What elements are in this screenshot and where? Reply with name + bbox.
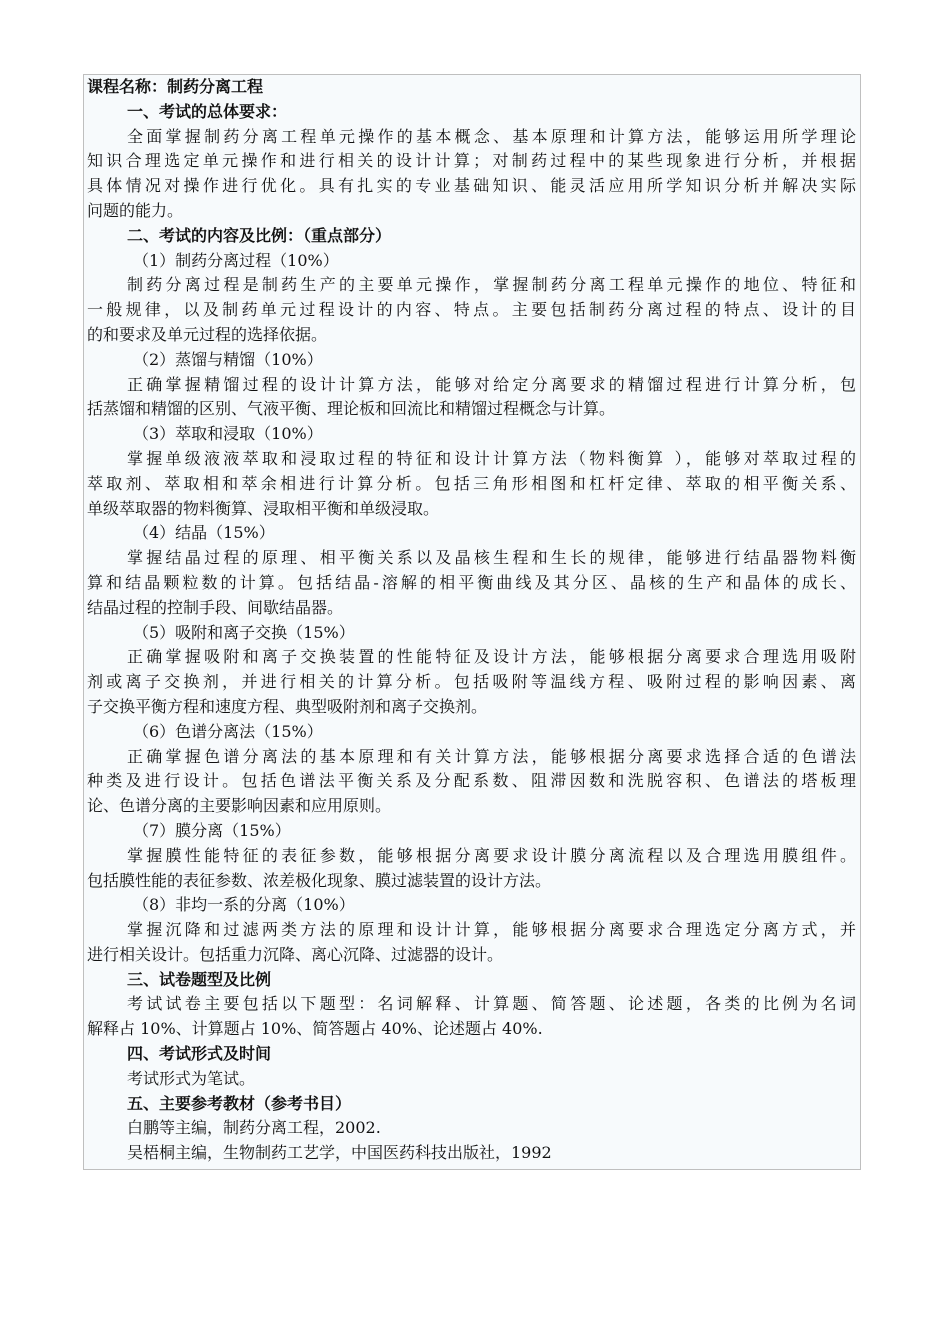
- section-heading-question-types: 三、试卷题型及比例: [127, 969, 272, 989]
- paragraph-line: 全面掌握制药分离工程单元操作的基本概念、基本原理和计算方法，能够运用所学理论: [127, 126, 856, 146]
- paragraph-line: 正确掌握吸附和离子交换装置的性能特征及设计方法，能够根据分离要求合理选用吸附: [127, 647, 856, 667]
- paragraph-line: 掌握沉降和过滤两类方法的原理和设计计算，能够根据分离要求合理选定分离方式，并: [127, 920, 856, 940]
- item-title: （8）非均一系的分离（10%）: [133, 895, 355, 915]
- item-title: （1）制药分离过程（10%）: [133, 250, 339, 270]
- item-title: （6）色谱分离法（15%）: [133, 721, 323, 741]
- reference-item: 白鹏等主编，制药分离工程，2002.: [127, 1118, 381, 1138]
- paragraph-line: 制药分离过程是制药生产的主要单元操作，掌握制药分离工程单元操作的地位、特征和: [127, 275, 856, 295]
- item-title: （3）萃取和浸取（10%）: [133, 424, 323, 444]
- paragraph-line: 剂或离子交换剂，并进行相关的计算分析。包括吸附等温线方程、吸附过程的影响因素、离: [87, 672, 856, 692]
- paragraph-line: 进行相关设计。包括重力沉降、离心沉降、过滤器的设计。: [87, 944, 504, 964]
- paragraph-line: 萃取剂、萃取相和萃余相进行计算分析。包括三角形相图和杠杆定律、萃取的相平衡关系、: [87, 473, 856, 493]
- paragraph-line: 掌握膜性能特征的表征参数，能够根据分离要求设计膜分离流程以及合理选用膜组件。: [127, 845, 856, 865]
- paragraph-line: 算和结晶颗粒数的计算。包括结晶-溶解的相平衡曲线及其分区、晶核的生产和晶体的成长、: [87, 572, 856, 592]
- item-title: （4）结晶（15%）: [133, 523, 275, 543]
- paragraph-line: 掌握单级液液萃取和浸取过程的特征和设计计算方法（物料衡算 ），能够对萃取过程的: [127, 448, 856, 468]
- paragraph-line: 一般规律，以及制药单元过程设计的内容、特点。主要包括制药分离过程的特点、设计的目: [87, 300, 856, 320]
- paragraph-line: 单级萃取器的物料衡算、浸取相平衡和单级浸取。: [87, 498, 440, 518]
- section-heading-requirements: 一、考试的总体要求：: [127, 101, 288, 121]
- paragraph-line: 掌握结晶过程的原理、相平衡关系以及晶核生程和生长的规律，能够进行结晶器物料衡: [127, 548, 856, 568]
- paragraph-line: 考试形式为笔试。: [127, 1068, 256, 1088]
- paragraph-line: 正确掌握色谱分离法的基本原理和有关计算方法，能够根据分离要求选择合适的色谱法: [127, 746, 856, 766]
- syllabus-box: [83, 74, 861, 1170]
- paragraph-line: 论、色谱分离的主要影响因素和应用原则。: [87, 796, 392, 816]
- paragraph-line: 问题的能力。: [87, 200, 184, 220]
- item-title: （7）膜分离（15%）: [133, 820, 291, 840]
- paragraph-line: 种类及进行设计。包括色谱法平衡关系及分配系数、阻滞因数和洗脱容积、色谱法的塔板理: [87, 771, 856, 791]
- paragraph-line: 包括膜性能的表征参数、浓差极化现象、膜过滤装置的设计方法。: [87, 870, 552, 890]
- paragraph-line: 考试试卷主要包括以下题型：名词解释、计算题、简答题、论述题，各类的比例为名词: [127, 994, 856, 1014]
- paragraph-line: 结晶过程的控制手段、间歇结晶器。: [87, 597, 344, 617]
- item-title: （2）蒸馏与精馏（10%）: [133, 349, 323, 369]
- section-heading-references: 五、主要参考教材（参考书目）: [127, 1093, 352, 1113]
- paragraph-line: 子交换平衡方程和速度方程、典型吸附剂和离子交换剂。: [87, 696, 488, 716]
- paragraph-line: 知识合理选定单元操作和进行相关的设计计算；对制药过程中的某些现象进行分析，并根据: [87, 151, 856, 171]
- paragraph-line: 的和要求及单元过程的选择依据。: [87, 324, 328, 344]
- paragraph-line: 正确掌握精馏过程的设计计算方法，能够对给定分离要求的精馏过程进行计算分析，包: [127, 374, 856, 394]
- paragraph-line: 具体情况对操作进行优化。具有扎实的专业基础知识、能灵活应用所学知识分析并解决实际: [87, 176, 856, 196]
- paragraph-line: 括蒸馏和精馏的区别、气液平衡、理论板和回流比和精馏过程概念与计算。: [87, 399, 616, 419]
- section-heading-exam-format: 四、考试形式及时间: [127, 1044, 272, 1064]
- item-title: （5）吸附和离子交换（15%）: [133, 622, 355, 642]
- section-heading-content: 二、考试的内容及比例：（重点部分）: [127, 225, 392, 245]
- course-title: 课程名称：制药分离工程: [87, 77, 264, 96]
- paragraph-line: 解释占 10%、计算题占 10%、简答题占 40%、论述题占 40%.: [87, 1019, 543, 1039]
- reference-item: 吴梧桐主编，生物制药工艺学，中国医药科技出版社，1992: [127, 1143, 552, 1163]
